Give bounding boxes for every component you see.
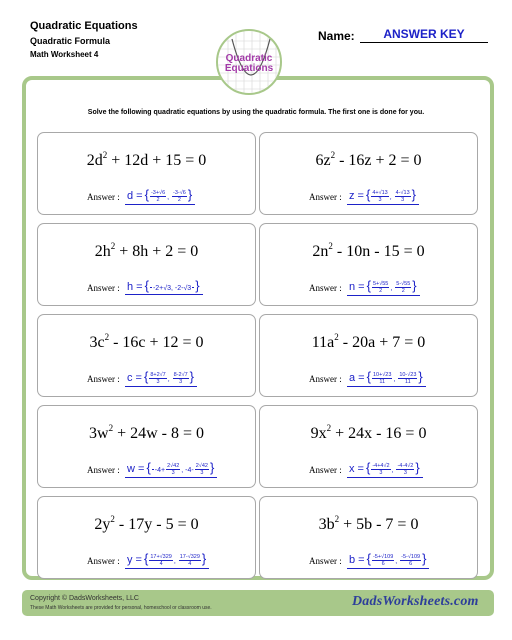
answer-separator: , xyxy=(173,558,178,565)
answer-label: Answer : xyxy=(309,283,342,293)
equation xyxy=(38,423,255,443)
answer-label: Answer : xyxy=(87,556,120,566)
name-field xyxy=(318,27,490,45)
answer-variable: c = xyxy=(127,372,142,384)
fraction-numerator: 2√42 xyxy=(195,462,208,469)
fraction xyxy=(400,554,421,567)
answer-value xyxy=(125,551,209,569)
fraction-numerator: 8+2√7 xyxy=(150,371,166,378)
fraction-numerator xyxy=(150,287,152,288)
equation-remainder: - 16c + 12 = 0 xyxy=(109,334,204,351)
fraction-denominator: 2 xyxy=(379,287,383,294)
fraction-numerator: -5+√109 xyxy=(372,553,394,560)
answer-variable: x = xyxy=(349,463,364,475)
problem-card xyxy=(259,132,478,215)
instructions: Solve the following quadratic equations by using the quadratic formula. The first one is done for you. xyxy=(87,109,425,116)
fraction-denominator: 3 xyxy=(171,469,175,476)
open-brace: { xyxy=(365,187,371,202)
open-brace: { xyxy=(366,551,371,566)
fraction xyxy=(398,372,417,385)
quadratic-logo xyxy=(216,29,282,95)
open-brace: { xyxy=(144,278,149,293)
open-brace: { xyxy=(143,369,149,384)
equation xyxy=(260,150,477,170)
equation-lead-term: 3c xyxy=(89,334,105,351)
answer-value xyxy=(347,369,426,387)
fraction-denominator: 6 xyxy=(381,560,385,567)
answer-separator: , -4- xyxy=(181,467,194,474)
equation xyxy=(260,241,477,261)
answer-variable: w = xyxy=(127,463,145,475)
fraction-denominator: 11 xyxy=(379,378,386,385)
answer-variable: h = xyxy=(127,281,143,293)
equation-lead-term: 2n xyxy=(312,243,329,260)
problem-card xyxy=(37,223,256,306)
equation-remainder: - 10n - 15 = 0 xyxy=(332,243,425,260)
answer-label: Answer : xyxy=(309,465,342,475)
problem-card xyxy=(37,132,256,215)
answer-variable: d = xyxy=(127,190,143,202)
problem-card xyxy=(259,405,478,488)
equation-lead-term: 3w xyxy=(89,425,109,442)
fraction xyxy=(395,281,411,294)
fraction-numerator: 17+√329 xyxy=(150,553,172,560)
fraction-denominator: 4 xyxy=(159,560,163,567)
copyright: Copyright © DadsWorksheets, LLC xyxy=(30,595,139,602)
fraction-numerator: 4+√13 xyxy=(372,189,388,196)
fraction xyxy=(150,190,166,203)
equation-remainder: + 24x - 16 = 0 xyxy=(331,425,427,442)
fraction xyxy=(152,469,154,470)
answer-value xyxy=(125,369,197,387)
answer-label: Answer : xyxy=(87,192,120,202)
equation-remainder: + 24w - 8 = 0 xyxy=(113,425,204,442)
exponent: 2 xyxy=(104,332,110,342)
fraction xyxy=(192,287,194,288)
fraction-denominator: 2 xyxy=(156,196,160,203)
fraction-denominator: 3 xyxy=(156,378,160,385)
exponent: 2 xyxy=(330,150,336,160)
close-brace: } xyxy=(422,551,427,566)
usage-note: These Math Worksheets are provided for personal, homeschool or classroom use. xyxy=(30,605,212,611)
fraction-denominator: 6 xyxy=(409,560,413,567)
equation-remainder: - 17y - 5 = 0 xyxy=(114,516,199,533)
fraction-numerator: -4+4√2 xyxy=(372,462,390,469)
answer-separator: , xyxy=(389,194,394,201)
equation xyxy=(38,241,255,261)
fraction xyxy=(371,463,390,476)
exponent: 2 xyxy=(326,423,332,433)
fraction xyxy=(372,554,394,567)
close-brace: } xyxy=(201,551,207,566)
answer-label: Answer : xyxy=(87,374,120,384)
fraction xyxy=(172,190,187,203)
fraction xyxy=(395,190,411,203)
exponent: 2 xyxy=(328,241,333,251)
exponent: 2 xyxy=(110,514,115,524)
answer-value xyxy=(125,278,203,295)
fraction xyxy=(149,372,166,385)
fraction-numerator: 10+√23 xyxy=(372,371,392,378)
answer-label: Answer : xyxy=(309,192,342,202)
equation xyxy=(260,332,477,352)
logo-text-line1: Quadratic xyxy=(225,53,273,64)
equation-remainder: - 20a + 7 = 0 xyxy=(338,334,426,351)
answer-value xyxy=(347,187,419,205)
problem-card xyxy=(259,314,478,397)
close-brace: } xyxy=(418,369,423,384)
problem-card xyxy=(259,223,478,306)
open-brace: { xyxy=(146,460,151,475)
fraction-denominator: 3 xyxy=(401,196,405,203)
answer-separator: , xyxy=(391,467,396,474)
equation-lead-term: 9x xyxy=(310,425,327,442)
equation-remainder: - 16z + 2 = 0 xyxy=(335,152,422,169)
equation-lead-term: 2h xyxy=(94,243,111,260)
fraction-denominator: 3 xyxy=(379,469,383,476)
fraction xyxy=(372,372,392,385)
answer-value xyxy=(347,278,420,296)
close-brace: } xyxy=(411,187,417,202)
equation-lead-term: 2d xyxy=(86,152,103,169)
fraction-denominator: 3 xyxy=(179,378,183,385)
answer-variable: a = xyxy=(349,372,365,384)
fraction xyxy=(396,463,414,476)
equation xyxy=(260,514,477,534)
fraction xyxy=(166,463,180,476)
fraction-denominator: 2 xyxy=(177,196,181,203)
close-brace: } xyxy=(209,460,215,475)
answer-value xyxy=(347,551,429,569)
worksheet-subtitle: Quadratic Formula xyxy=(30,36,111,46)
equation xyxy=(38,332,255,352)
exponent: 2 xyxy=(334,514,340,524)
equation-remainder: + 8h + 2 = 0 xyxy=(115,243,199,260)
open-brace: { xyxy=(144,187,149,202)
fraction-numerator: -4-4√2 xyxy=(397,462,414,469)
worksheet-number: Math Worksheet 4 xyxy=(30,50,99,59)
fraction-denominator: 3 xyxy=(378,196,382,203)
fraction-numerator: -5-√109 xyxy=(401,553,421,560)
answer-separator: -2+√3, -2-√3 xyxy=(152,285,192,292)
fraction-numerator: 10-√23 xyxy=(399,371,417,378)
answer-variable: b = xyxy=(349,554,365,566)
exponent: 2 xyxy=(334,332,339,342)
answer-label: Answer : xyxy=(309,374,342,384)
logo-text-line2: Equations xyxy=(224,63,274,74)
problem-card xyxy=(259,496,478,579)
close-brace: } xyxy=(187,187,193,202)
worksheet-title: Quadratic Equations xyxy=(30,20,138,32)
name-label: Name: xyxy=(318,29,355,43)
problem-card xyxy=(37,496,256,579)
brand-logo: DadsWorksheets.com xyxy=(352,594,479,609)
fraction-numerator xyxy=(192,287,194,288)
fraction-denominator: 3 xyxy=(200,469,204,476)
answer-value xyxy=(347,460,423,478)
fraction-numerator: 17-√329 xyxy=(179,553,200,560)
fraction xyxy=(195,463,209,476)
answer-separator: , xyxy=(167,194,172,201)
fraction xyxy=(150,287,152,288)
answer-separator: -4+ xyxy=(154,467,166,474)
fraction xyxy=(149,554,173,567)
problem-card xyxy=(37,405,256,488)
answer-label: Answer : xyxy=(87,283,120,293)
close-brace: } xyxy=(415,460,420,475)
answer-separator: , xyxy=(395,558,400,565)
close-brace: } xyxy=(195,278,200,293)
answer-value xyxy=(125,187,195,205)
fraction xyxy=(173,372,189,385)
fraction-denominator: 2 xyxy=(401,287,405,294)
fraction-denominator: 11 xyxy=(405,378,411,385)
open-brace: { xyxy=(143,551,149,566)
fraction xyxy=(179,554,201,567)
exponent: 2 xyxy=(110,241,116,251)
answer-separator: , xyxy=(393,376,398,383)
equation-remainder: + 5b - 7 = 0 xyxy=(339,516,419,533)
fraction-denominator: 3 xyxy=(403,469,407,476)
fraction xyxy=(372,281,389,294)
exponent: 2 xyxy=(102,150,108,160)
close-brace: } xyxy=(189,369,195,384)
fraction-numerator xyxy=(152,469,154,470)
answer-variable: n = xyxy=(349,281,365,293)
answer-separator: , xyxy=(167,376,172,383)
fraction-numerator: 4-√13 xyxy=(395,189,410,196)
equation xyxy=(260,423,477,443)
answer-variable: y = xyxy=(127,554,142,566)
equation-lead-term: 6z xyxy=(315,152,331,169)
equation xyxy=(38,150,255,170)
open-brace: { xyxy=(366,369,371,384)
close-brace: } xyxy=(412,278,417,293)
fraction-numerator: 5+√55 xyxy=(372,280,389,287)
fraction-denominator: 4 xyxy=(188,560,192,567)
open-brace: { xyxy=(366,278,371,293)
name-value: ANSWER KEY xyxy=(360,27,488,43)
equation-remainder: + 12d + 15 = 0 xyxy=(107,152,207,169)
problem-card xyxy=(37,314,256,397)
fraction-numerator: 2√42 xyxy=(167,462,180,469)
answer-label: Answer : xyxy=(87,465,120,475)
fraction-numerator: -3-√6 xyxy=(173,189,186,196)
exponent: 2 xyxy=(108,423,114,433)
answer-separator: , xyxy=(390,285,395,292)
answer-label: Answer : xyxy=(309,556,342,566)
fraction-numerator: -3+√6 xyxy=(150,189,166,196)
equation-lead-term: 2y xyxy=(94,516,111,533)
equation xyxy=(38,514,255,534)
fraction-numerator: 8-2√7 xyxy=(173,371,188,378)
answer-variable: z = xyxy=(349,190,364,202)
fraction-numerator: 5-√55 xyxy=(396,280,411,287)
equation-lead-term: 3b xyxy=(318,516,335,533)
answer-value xyxy=(125,460,217,478)
equation-lead-term: 11a xyxy=(311,334,335,351)
fraction xyxy=(371,190,388,203)
open-brace: { xyxy=(365,460,371,475)
